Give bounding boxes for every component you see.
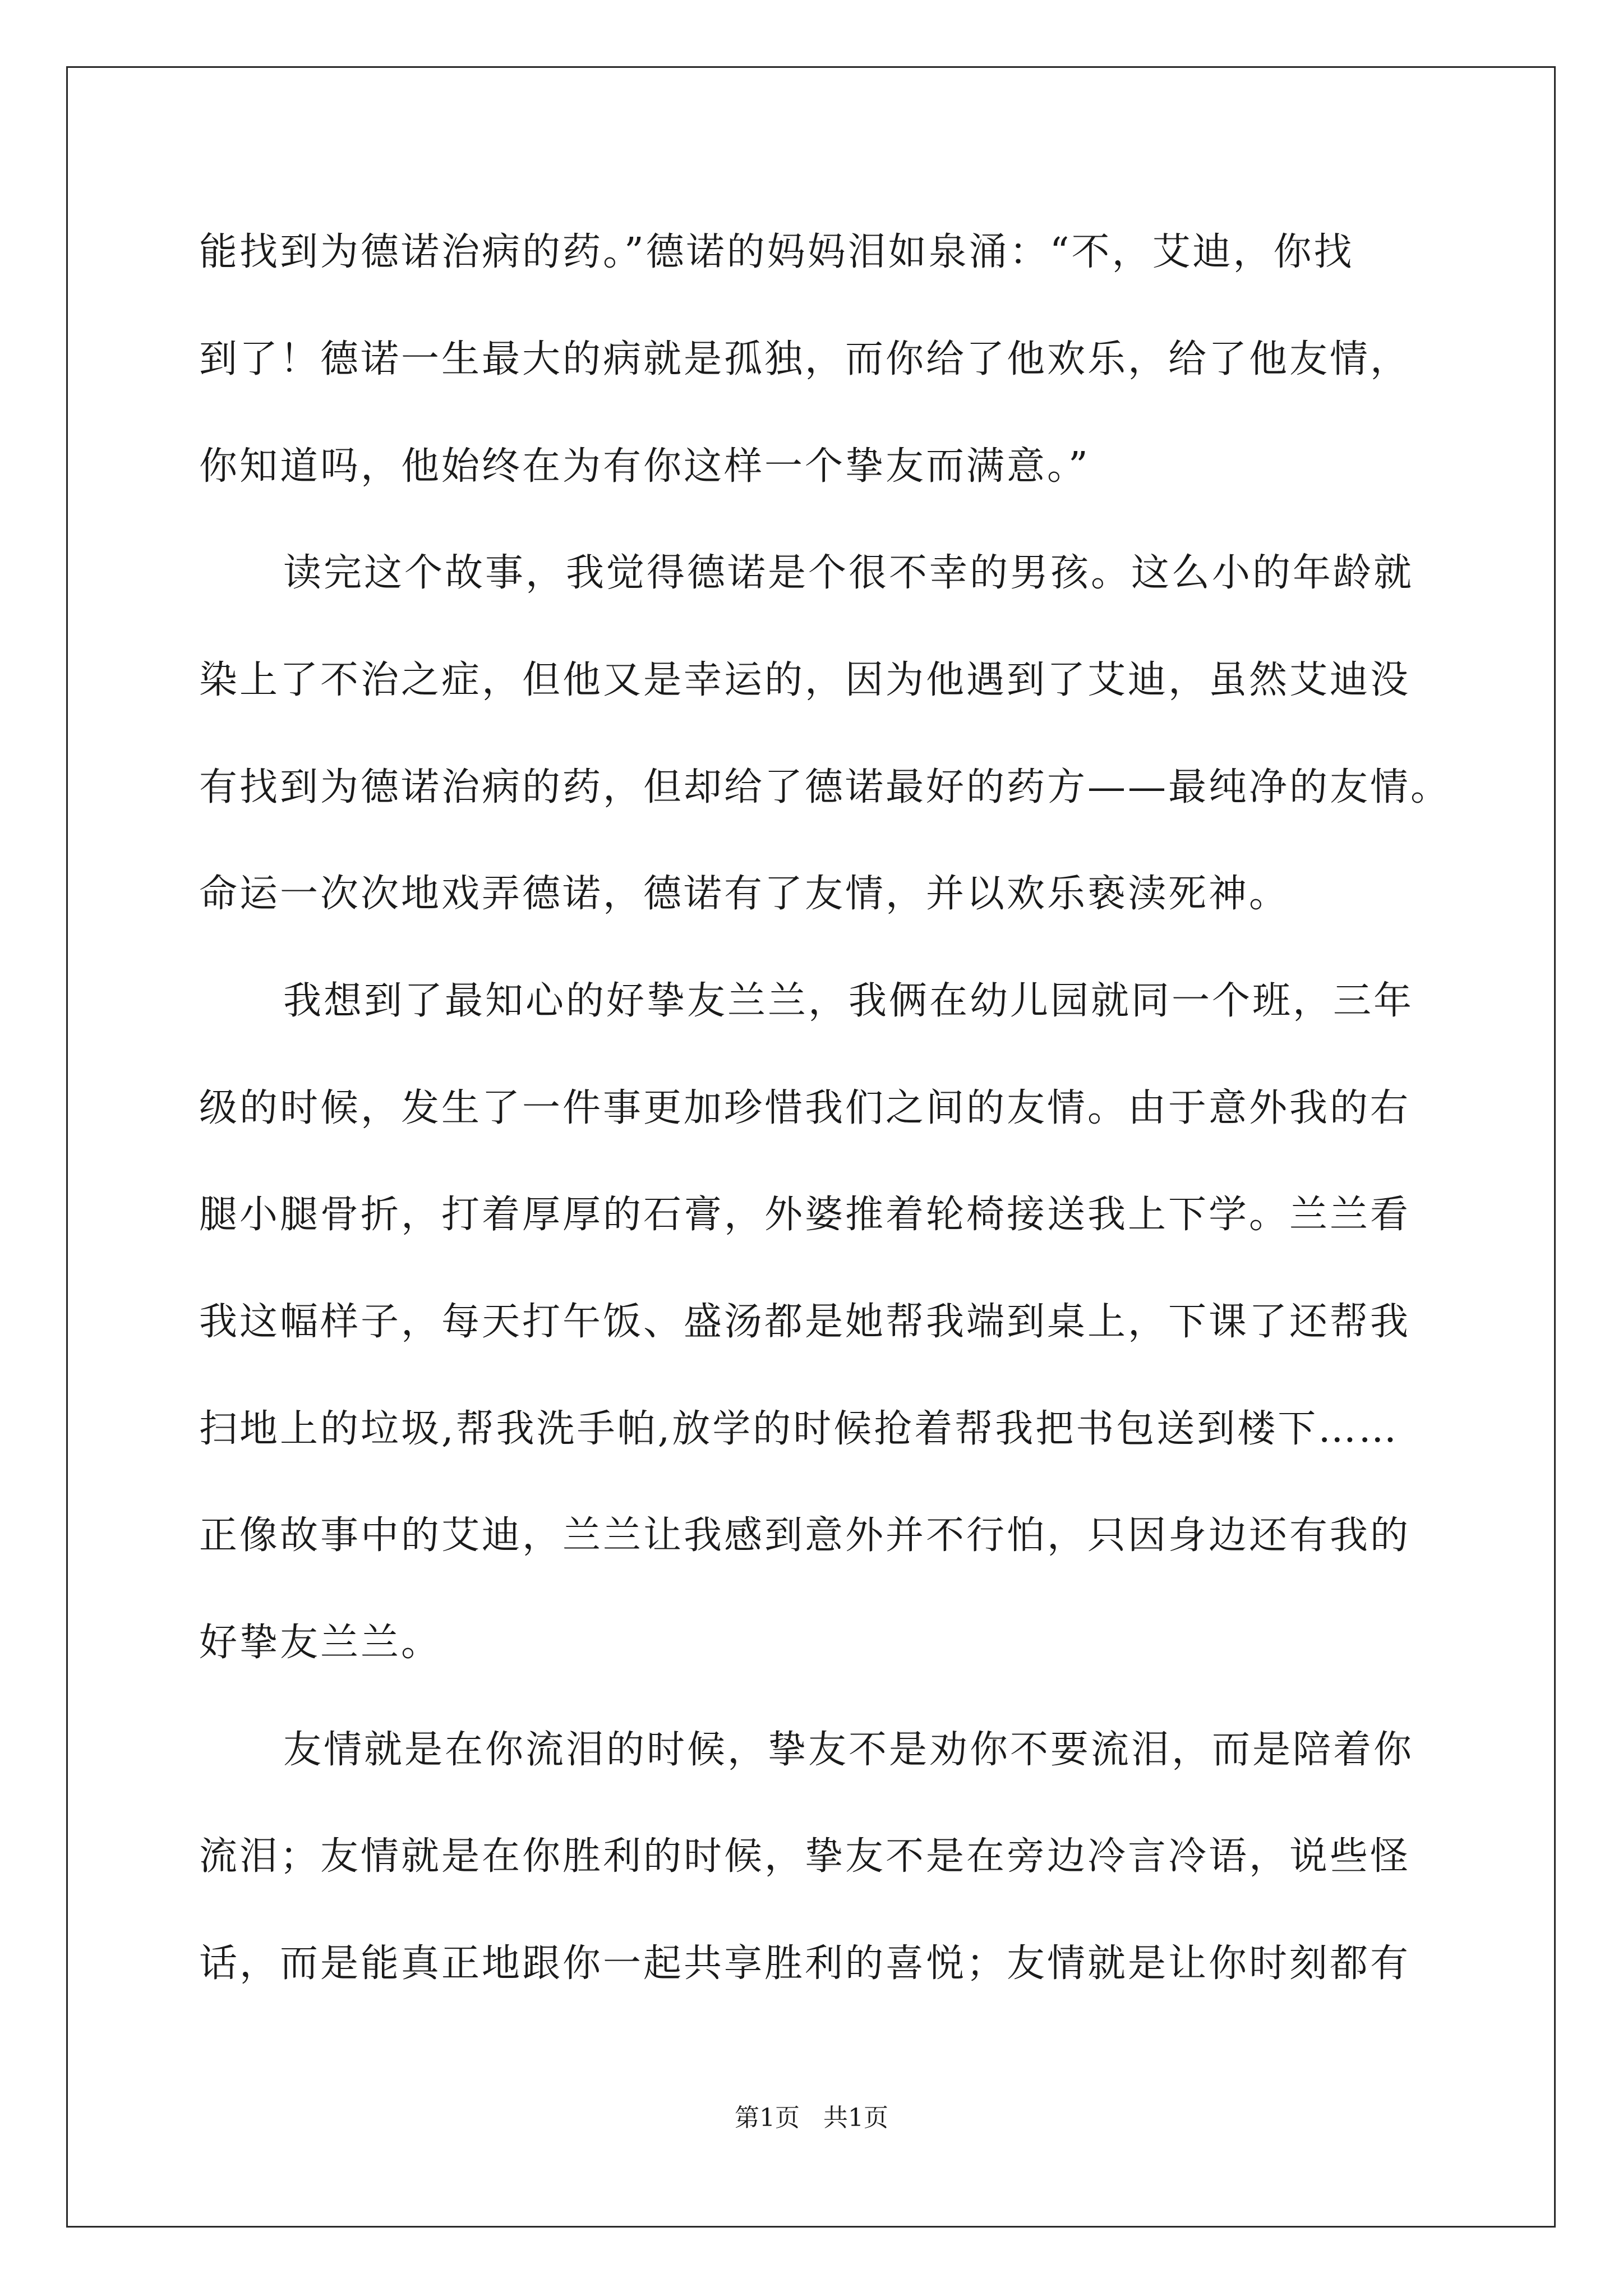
text-line: 我这幅样子，每天打午饭、盛汤都是她帮我端到桌上，下课了还帮我 [199,1300,1411,1344]
page-border [66,66,1556,2228]
text-line: 命运一次次地戏弄德诺，德诺有了友情，并以欢乐亵渎死神。 [199,872,1290,916]
text-line: 级的时候，发生了一件事更加珍惜我们之间的友情。由于意外我的右 [199,1086,1411,1130]
text-line: 腿小腿骨折，打着厚厚的石膏，外婆推着轮椅接送我上下学。兰兰看 [199,1193,1411,1237]
text-line: 话，而是能真正地跟你一起共享胜利的喜悦；友情就是让你时刻都有 [199,1941,1411,1986]
text-line: 能找到为德诺治病的药。”德诺的妈妈泪如泉涌：“不，艾迪，你找 [199,230,1354,274]
text-line: 染上了不治之症，但他又是幸运的，因为他遇到了艾迪，虽然艾迪没 [199,658,1411,702]
paragraph-first-line: 友情就是在你流泪的时候，挚友不是劝你不要流泪，而是陪着你 [283,1728,1414,1772]
text-line: 流泪；友情就是在你胜利的时候，挚友不是在旁边冷言冷语，说些怪 [199,1834,1411,1879]
text-line: 有找到为德诺治病的药，但却给了德诺最好的药方——最纯净的友情。 [199,765,1451,809]
page-number-footer: 第1页 共1页 [735,2104,888,2132]
text-line: 扫地上的垃圾,帮我洗手帕,放学的时候抢着帮我把书包送到楼下…… [199,1407,1399,1451]
paragraph-first-line: 我想到了最知心的好挚友兰兰，我俩在幼儿园就同一个班，三年 [283,979,1414,1023]
text-line: 好挚友兰兰。 [199,1621,442,1665]
paragraph-first-line: 读完这个故事，我觉得德诺是个很不幸的男孩。这么小的年龄就 [283,551,1414,595]
text-line: 正像故事中的艾迪，兰兰让我感到意外并不行怕，只因身边还有我的 [199,1513,1411,1558]
text-line: 到了！德诺一生最大的病就是孤独，而你给了他欢乐，给了他友情， [199,337,1411,381]
text-line: 你知道吗，他始终在为有你这样一个挚友而满意。” [199,444,1090,489]
